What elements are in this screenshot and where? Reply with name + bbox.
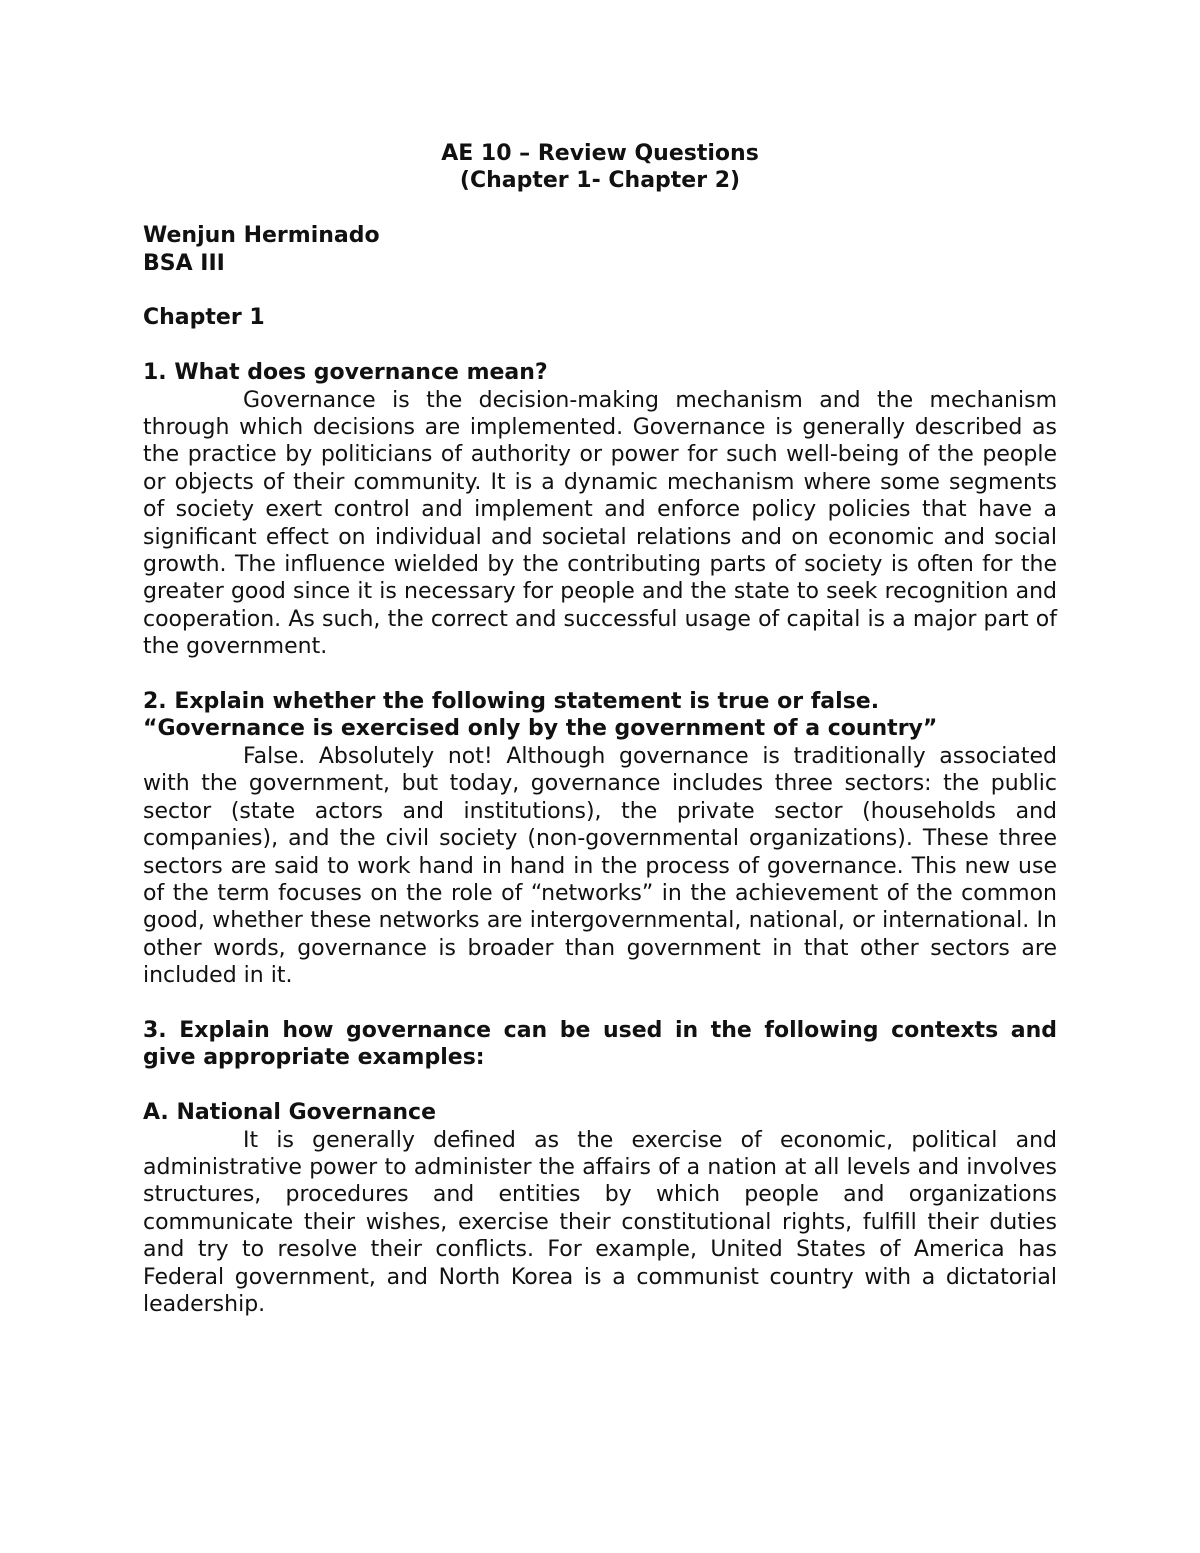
document-subtitle: (Chapter 1- Chapter 2) xyxy=(459,168,741,194)
author-name: Wenjun Herminado xyxy=(143,223,380,249)
document-page xyxy=(143,140,1057,1318)
answer-2: False. Absolutely not! Although governance is traditionally associated with the government, but today, governance includes three sectors: the public sector (state actors and institutions), the private sector (households and companies), and the civil society (non-governmental organizations). These three sectors are said to work hand in hand in the process of governance. This new use of the term focuses on the role of “networks” in the achievement of the common good, whether these networks are intergovernmental, national, or international. In other words, governance is broader than government in that other sectors are included in it. xyxy=(143,743,1057,989)
chapter-heading: Chapter 1 xyxy=(143,305,265,331)
question-2: 2. Explain whether the following statement is true or false. xyxy=(143,689,880,715)
answer-3a: It is generally defined as the exercise of economic, political and administrative power to administer the affairs of a nation at all levels and involves structures, procedures and entities by which people and organizations communicate their wishes, exercise their constitutional rights, fulfill their duties and try to resolve their conflicts. For example, United States of America has Federal government, and North Korea is a communist country with a dictatorial leadership. xyxy=(143,1127,1057,1317)
subheading-national-governance: A. National Governance xyxy=(143,1100,437,1126)
question-3: 3. Explain how governance can be used in the following contexts and give appropriate examples: xyxy=(143,1017,1057,1071)
question-1: 1. What does governance mean? xyxy=(143,360,548,386)
answer-1: Governance is the decision-making mechanism and the mechanism through which decisions are implemented. Governance is generally described as the practice by politicians of authority or power for such well-being of the people or objects of their community. It is a dynamic mechanism where some segments of society exert control and implement and enforce policy policies that have a significant effect on individual and societal relations and on economic and social growth. The influence wielded by the contributing parts of society is often for the greater good since it is necessary for people and the state to seek recognition and cooperation. As such, the correct and successful usage of capital is a major part of the government. xyxy=(143,387,1057,660)
document-title: AE 10 – Review Questions xyxy=(441,141,759,166)
author-course: BSA III xyxy=(143,250,225,276)
question-2-statement: “Governance is exercised only by the government of a country” xyxy=(143,716,938,742)
